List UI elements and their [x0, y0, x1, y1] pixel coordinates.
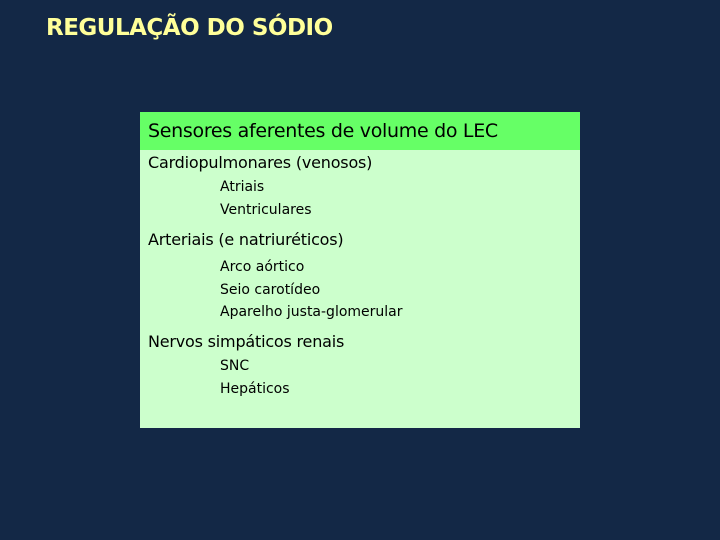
list-item-ventriculares: Ventriculares — [220, 202, 312, 218]
slide-title: REGULAÇÃO DO SÓDIO — [46, 15, 333, 41]
list-item-aparelho-justa-glomerular: Aparelho justa-glomerular — [220, 304, 403, 320]
list-item-snc: SNC — [220, 358, 250, 374]
group-label-arterial: Arteriais (e natriuréticos) — [148, 230, 344, 249]
list-item-seio-carotideo: Seio carotídeo — [220, 282, 321, 298]
group-label-renal-sympathetic: Nervos simpáticos renais — [148, 332, 345, 351]
list-item-atriais: Atriais — [220, 179, 265, 195]
sensors-box — [140, 112, 580, 428]
box-header: Sensores aferentes de volume do LEC — [140, 112, 580, 150]
group-label-cardiopulmonary: Cardiopulmonares (venosos) — [148, 153, 373, 172]
list-item-hepaticos: Hepáticos — [220, 381, 290, 397]
list-item-arco-aortico: Arco aórtico — [220, 259, 305, 275]
